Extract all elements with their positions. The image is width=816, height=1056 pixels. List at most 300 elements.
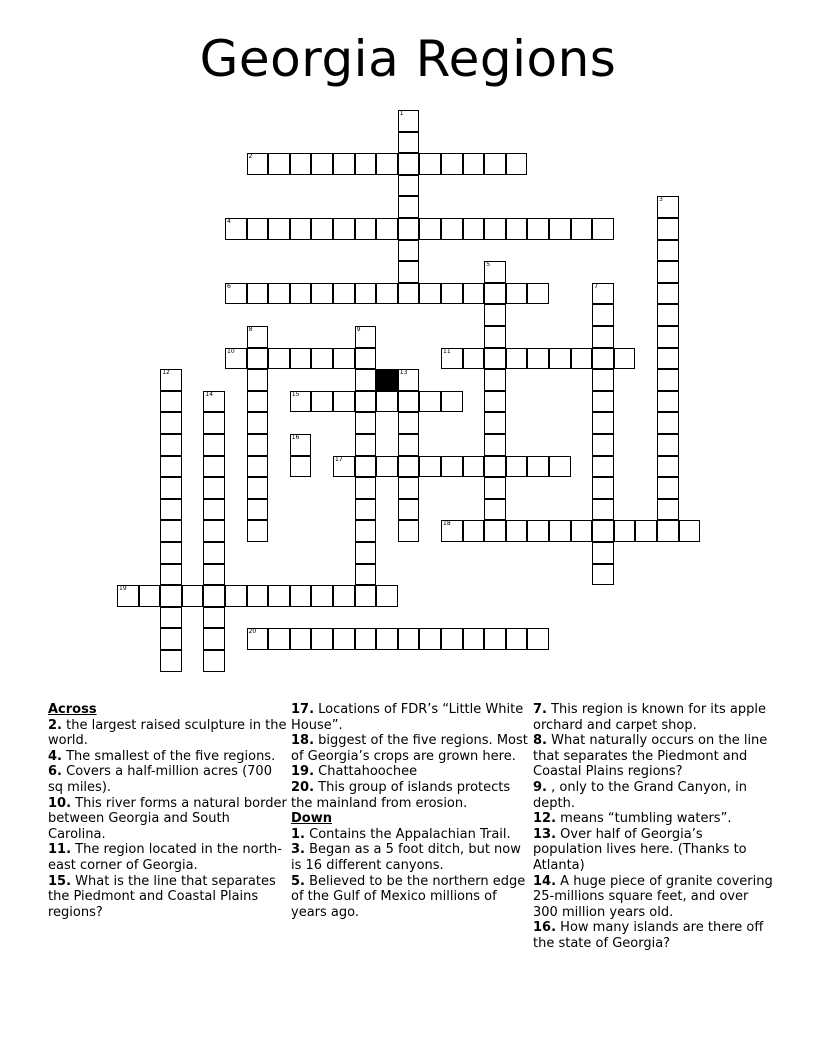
clue-number-label: 12. — [533, 811, 557, 827]
grid-cell[interactable] — [419, 283, 441, 305]
grid-cell[interactable] — [355, 585, 377, 607]
grid-cell[interactable] — [463, 628, 485, 650]
grid-cell[interactable] — [592, 412, 614, 434]
grid-cell[interactable] — [463, 218, 485, 240]
grid-cell[interactable] — [311, 153, 333, 175]
clue — [48, 796, 288, 843]
grid-cell[interactable] — [203, 412, 225, 434]
grid-cell[interactable] — [376, 391, 398, 413]
clue-text: biggest of the five regions. Most of Georgia’s crops are grown here. — [291, 733, 528, 764]
grid-cell[interactable] — [398, 456, 420, 478]
grid-cell[interactable] — [484, 218, 506, 240]
grid-cell[interactable] — [592, 542, 614, 564]
clue-text: The region located in the north-east corner of Georgia. — [48, 842, 282, 873]
grid-cell[interactable] — [160, 391, 182, 413]
grid-cell[interactable] — [333, 628, 355, 650]
grid-cell[interactable] — [484, 348, 506, 370]
grid-cell[interactable] — [657, 456, 679, 478]
grid-cell[interactable] — [506, 628, 528, 650]
grid-cell[interactable] — [484, 326, 506, 348]
grid-cell[interactable] — [355, 499, 377, 521]
grid-cell[interactable] — [139, 585, 161, 607]
grid-cell[interactable] — [484, 434, 506, 456]
grid-cell[interactable] — [398, 240, 420, 262]
section-header-down: Down — [291, 811, 332, 827]
grid-cell[interactable] — [657, 412, 679, 434]
grid-cell[interactable] — [311, 585, 333, 607]
clue-number: 4 — [227, 218, 231, 225]
clue-text: A huge piece of granite covering 25-millions square feet, and over 300 million years old. — [533, 873, 773, 920]
grid-cell[interactable] — [290, 585, 312, 607]
grid-cell[interactable] — [160, 434, 182, 456]
grid-cell[interactable] — [203, 585, 225, 607]
grid-cell[interactable] — [203, 564, 225, 586]
grid-cell[interactable] — [203, 650, 225, 672]
grid-cell[interactable] — [203, 520, 225, 542]
grid-cell[interactable] — [419, 218, 441, 240]
grid-cell[interactable] — [398, 261, 420, 283]
clue — [291, 842, 531, 873]
clue-number-label: 4. — [48, 748, 62, 764]
grid-cell[interactable] — [311, 283, 333, 305]
clue-number-label: 15. — [48, 873, 72, 889]
grid-cell[interactable] — [268, 218, 290, 240]
clue-number: 2 — [248, 153, 253, 161]
grid-cell[interactable] — [592, 391, 614, 413]
grid-cell[interactable] — [333, 283, 355, 305]
grid-cell[interactable] — [398, 477, 420, 499]
grid-cell[interactable] — [441, 391, 463, 413]
grid-cell[interactable] — [398, 132, 420, 154]
grid-cell[interactable] — [657, 499, 679, 521]
grid-cell[interactable] — [592, 218, 614, 240]
grid-cell[interactable] — [247, 348, 269, 370]
grid-cell[interactable] — [398, 628, 420, 650]
grid-cell[interactable] — [376, 153, 398, 175]
grid-cell[interactable] — [247, 499, 269, 521]
grid-cell[interactable] — [398, 434, 420, 456]
grid-cell[interactable] — [247, 326, 269, 348]
clue-number: 19 — [119, 585, 127, 593]
grid-cell[interactable] — [549, 456, 571, 478]
grid-cell[interactable] — [419, 456, 441, 478]
grid-cell[interactable] — [160, 628, 182, 650]
clue — [291, 874, 531, 921]
grid-cell[interactable] — [225, 218, 247, 240]
clue — [291, 780, 531, 811]
clue-number-label: 8. — [533, 733, 547, 749]
clue-number-label: 3. — [291, 842, 305, 858]
clue-number-label: 1. — [291, 826, 305, 842]
clue-number-label: 20. — [291, 779, 315, 795]
clue-text: This region is known for its apple orchard and carpet shop. — [533, 702, 767, 733]
clue-number: 1 — [399, 110, 404, 117]
grid-cell[interactable] — [247, 585, 269, 607]
grid-cell[interactable] — [441, 520, 463, 542]
grid-cell[interactable] — [247, 434, 269, 456]
clue-number: 9 — [356, 326, 361, 333]
clue-text: Began as a 5 foot ditch, but now is 16 different canyons. — [291, 842, 521, 873]
grid-cell[interactable] — [160, 369, 182, 391]
clue-number: 14 — [205, 390, 214, 398]
grid-cell[interactable] — [160, 499, 182, 521]
clue-number: 11 — [443, 347, 451, 355]
grid-cell[interactable] — [419, 391, 441, 413]
grid-cell[interactable] — [592, 564, 614, 586]
grid-cell[interactable] — [355, 348, 377, 370]
grid-cell[interactable] — [398, 196, 420, 218]
clue-number: 6 — [227, 282, 231, 290]
grid-cell[interactable] — [333, 348, 355, 370]
grid-cell[interactable] — [506, 456, 528, 478]
grid-cell[interactable] — [376, 628, 398, 650]
grid-cell[interactable] — [290, 283, 312, 305]
grid-cell[interactable] — [247, 520, 269, 542]
clue-number-label: 10. — [48, 795, 72, 811]
clue-column-3 — [533, 702, 773, 952]
clue — [533, 780, 773, 811]
grid-cell[interactable] — [484, 628, 506, 650]
grid-cell[interactable] — [160, 650, 182, 672]
grid-cell[interactable] — [160, 607, 182, 629]
grid-cell[interactable] — [398, 110, 420, 132]
grid-cell[interactable] — [203, 391, 225, 413]
grid-cell[interactable] — [376, 218, 398, 240]
grid-cell[interactable] — [592, 326, 614, 348]
grid-cell[interactable] — [247, 153, 269, 175]
clue — [291, 764, 531, 780]
grid-cell[interactable] — [333, 218, 355, 240]
grid-cell[interactable] — [247, 477, 269, 499]
grid-cell[interactable] — [484, 283, 506, 305]
grid-cell[interactable] — [484, 261, 506, 283]
grid-cell[interactable] — [506, 348, 528, 370]
grid-cell[interactable] — [203, 477, 225, 499]
grid-cell[interactable] — [419, 153, 441, 175]
grid-cell[interactable] — [311, 218, 333, 240]
grid-cell[interactable] — [376, 585, 398, 607]
grid-cell[interactable] — [484, 520, 506, 542]
grid-cell[interactable] — [657, 477, 679, 499]
grid-cell[interactable] — [398, 369, 420, 391]
grid-cell[interactable] — [484, 304, 506, 326]
grid-cell[interactable] — [571, 218, 593, 240]
grid-cell[interactable] — [398, 499, 420, 521]
grid-cell[interactable] — [527, 628, 549, 650]
page-title: Georgia Regions — [199, 30, 617, 88]
grid-cell[interactable] — [160, 456, 182, 478]
clue-text: The smallest of the five regions. — [61, 748, 276, 764]
grid-cell[interactable] — [657, 520, 679, 542]
clue-number-label: 18. — [291, 733, 315, 749]
grid-cell[interactable] — [290, 628, 312, 650]
clue-text: , only to the Grand Canyon, in depth. — [533, 779, 747, 811]
grid-cell[interactable] — [225, 283, 247, 305]
grid-cell[interactable] — [247, 218, 269, 240]
grid-cell[interactable] — [592, 456, 614, 478]
grid-cell[interactable] — [117, 585, 139, 607]
clue-number: 7 — [594, 282, 599, 290]
grid-cell[interactable] — [355, 628, 377, 650]
clue-number-label: 17. — [291, 702, 315, 717]
grid-cell[interactable] — [333, 153, 355, 175]
clue-number-label: 9. — [533, 779, 547, 795]
grid-cell[interactable] — [398, 218, 420, 240]
grid-cell[interactable] — [657, 261, 679, 283]
grid-cell[interactable] — [268, 153, 290, 175]
clue — [533, 874, 773, 921]
grid-cell[interactable] — [355, 391, 377, 413]
clue-number-label: 11. — [48, 842, 72, 858]
clue — [533, 811, 773, 827]
grid-cell[interactable] — [290, 434, 312, 456]
grid-cell[interactable] — [355, 218, 377, 240]
black-cell — [376, 369, 398, 391]
clue-text: This river forms a natural border between Georgia and South Carolina. — [48, 795, 287, 842]
grid-cell[interactable] — [657, 326, 679, 348]
grid-cell[interactable] — [203, 607, 225, 629]
grid-cell[interactable] — [398, 175, 420, 197]
grid-cell[interactable] — [290, 391, 312, 413]
clue-number: 16 — [291, 434, 300, 441]
grid-cell[interactable] — [506, 283, 528, 305]
grid-cell[interactable] — [592, 348, 614, 370]
grid-cell[interactable] — [398, 520, 420, 542]
grid-cell[interactable] — [247, 369, 269, 391]
grid-cell[interactable] — [592, 520, 614, 542]
clue — [291, 827, 531, 843]
clue-number: 18 — [443, 520, 451, 528]
clue-number-label: 13. — [533, 826, 557, 842]
clue — [291, 702, 531, 733]
clue-number: 3 — [659, 196, 663, 204]
grid-cell[interactable] — [657, 348, 679, 370]
grid-cell[interactable] — [527, 520, 549, 542]
grid-cell[interactable] — [463, 456, 485, 478]
grid-cell[interactable] — [398, 283, 420, 305]
grid-cell[interactable] — [355, 283, 377, 305]
grid-cell[interactable] — [247, 628, 269, 650]
grid-cell[interactable] — [506, 520, 528, 542]
grid-cell[interactable] — [160, 412, 182, 434]
grid-cell[interactable] — [355, 434, 377, 456]
clue-column-2 — [291, 702, 531, 920]
grid-cell[interactable] — [592, 499, 614, 521]
grid-cell[interactable] — [203, 542, 225, 564]
grid-cell[interactable] — [527, 456, 549, 478]
grid-cell[interactable] — [160, 585, 182, 607]
grid-cell[interactable] — [592, 304, 614, 326]
clue-number: 10 — [227, 347, 235, 355]
grid-cell[interactable] — [549, 218, 571, 240]
grid-cell[interactable] — [398, 391, 420, 413]
grid-cell[interactable] — [333, 391, 355, 413]
grid-cell[interactable] — [225, 348, 247, 370]
grid-cell[interactable] — [247, 283, 269, 305]
grid-cell[interactable] — [182, 585, 204, 607]
grid-cell[interactable] — [484, 369, 506, 391]
grid-cell[interactable] — [592, 283, 614, 305]
grid-cell[interactable] — [355, 564, 377, 586]
clue-number-label: 5. — [291, 873, 305, 889]
clue-number-label: 16. — [533, 920, 557, 936]
grid-cell[interactable] — [657, 391, 679, 413]
grid-cell[interactable] — [203, 499, 225, 521]
grid-cell[interactable] — [484, 391, 506, 413]
grid-cell[interactable] — [657, 434, 679, 456]
clue-number: 17 — [335, 455, 343, 463]
clue-number-label: 6. — [48, 764, 62, 780]
clue-text: This group of islands protects the mainland from erosion. — [291, 779, 511, 811]
grid-cell[interactable] — [571, 348, 593, 370]
grid-cell[interactable] — [463, 520, 485, 542]
grid-cell[interactable] — [441, 348, 463, 370]
grid-cell[interactable] — [484, 412, 506, 434]
clue — [48, 842, 288, 873]
grid-cell[interactable] — [290, 218, 312, 240]
grid-cell[interactable] — [247, 412, 269, 434]
clue-number-label: 7. — [533, 702, 547, 717]
grid-cell[interactable] — [463, 153, 485, 175]
grid-cell[interactable] — [441, 218, 463, 240]
grid-cell[interactable] — [657, 196, 679, 218]
grid-cell[interactable] — [268, 283, 290, 305]
grid-cell[interactable] — [527, 348, 549, 370]
grid-cell[interactable] — [657, 240, 679, 262]
grid-cell[interactable] — [268, 628, 290, 650]
grid-cell[interactable] — [419, 628, 441, 650]
grid-cell[interactable] — [484, 456, 506, 478]
grid-cell[interactable] — [290, 456, 312, 478]
grid-cell[interactable] — [203, 434, 225, 456]
grid-cell[interactable] — [506, 153, 528, 175]
grid-cell[interactable] — [247, 456, 269, 478]
grid-cell[interactable] — [355, 412, 377, 434]
grid-cell[interactable] — [376, 456, 398, 478]
clue-column-1 — [48, 702, 288, 920]
grid-cell[interactable] — [268, 348, 290, 370]
grid-cell[interactable] — [463, 283, 485, 305]
clue — [533, 702, 773, 733]
grid-cell[interactable] — [657, 304, 679, 326]
grid-cell[interactable] — [333, 585, 355, 607]
grid-cell[interactable] — [355, 369, 377, 391]
grid-cell[interactable] — [203, 456, 225, 478]
grid-cell[interactable] — [311, 391, 333, 413]
clue — [48, 749, 288, 765]
clue-number: 8 — [248, 326, 253, 333]
clue-text: means “tumbling waters”. — [556, 811, 732, 827]
clue-number: 20 — [248, 628, 257, 636]
grid-cell[interactable] — [549, 520, 571, 542]
grid-cell[interactable] — [203, 628, 225, 650]
clue-text: Locations of FDR’s “Little White House”. — [291, 702, 524, 733]
grid-cell[interactable] — [160, 542, 182, 564]
clue-text: Covers a half-million acres (700 sq miles). — [48, 764, 272, 795]
clue-number-label: 14. — [533, 873, 557, 889]
clue-text: Chattahoochee — [314, 764, 418, 780]
grid-cell[interactable] — [549, 348, 571, 370]
grid-cell[interactable] — [355, 542, 377, 564]
grid-cell[interactable] — [592, 434, 614, 456]
clue — [533, 920, 773, 951]
grid-cell[interactable] — [160, 477, 182, 499]
clue — [533, 733, 773, 780]
grid-cell[interactable] — [333, 456, 355, 478]
clue-number: 13 — [399, 369, 408, 377]
grid-cell[interactable] — [441, 153, 463, 175]
clue — [48, 874, 288, 921]
grid-cell[interactable] — [268, 585, 290, 607]
clue-text: What is the line that separates the Piedmont and Coastal Plains regions? — [48, 873, 276, 920]
clue-text: What naturally occurs on the line that separates the Piedmont and Coastal Plains regions? — [533, 733, 768, 780]
grid-cell[interactable] — [657, 369, 679, 391]
clue-text: Believed to be the northern edge of the Gulf of Mexico millions of years ago. — [291, 873, 526, 920]
grid-cell[interactable] — [484, 153, 506, 175]
grid-cell[interactable] — [355, 153, 377, 175]
clue — [533, 827, 773, 874]
grid-cell[interactable] — [571, 520, 593, 542]
grid-cell[interactable] — [484, 499, 506, 521]
grid-cell[interactable] — [355, 326, 377, 348]
grid-cell[interactable] — [311, 348, 333, 370]
clue — [48, 764, 288, 795]
clue-text: the largest raised sculpture in the world. — [48, 717, 287, 749]
clue-number: 12 — [162, 369, 170, 377]
grid-cell[interactable] — [355, 520, 377, 542]
clue-number-label: 2. — [48, 717, 62, 733]
grid-cell[interactable] — [160, 520, 182, 542]
grid-cell[interactable] — [160, 564, 182, 586]
grid-cell[interactable] — [290, 153, 312, 175]
grid-cell[interactable] — [355, 477, 377, 499]
clue-number: 5 — [486, 261, 491, 269]
grid-cell[interactable] — [441, 628, 463, 650]
grid-cell[interactable] — [614, 520, 636, 542]
clue — [291, 733, 531, 764]
grid-cell[interactable] — [398, 412, 420, 434]
grid-cell[interactable] — [441, 283, 463, 305]
grid-cell[interactable] — [657, 218, 679, 240]
grid-cell[interactable] — [398, 153, 420, 175]
grid-cell[interactable] — [376, 283, 398, 305]
grid-cell[interactable] — [657, 283, 679, 305]
grid-cell[interactable] — [441, 456, 463, 478]
grid-cell[interactable] — [592, 477, 614, 499]
clue — [48, 718, 288, 749]
clue-text: Over half of Georgia’s population lives here. (Thanks to Atlanta) — [533, 826, 747, 873]
grid-cell[interactable] — [527, 218, 549, 240]
grid-cell[interactable] — [290, 348, 312, 370]
clue-text: Contains the Appalachian Trail. — [304, 826, 511, 842]
clue-number-label: 19. — [291, 764, 315, 780]
grid-cell[interactable] — [614, 348, 636, 370]
grid-cell[interactable] — [463, 348, 485, 370]
grid-cell[interactable] — [311, 628, 333, 650]
clue-text: How many islands are there off the state of Georgia? — [533, 920, 764, 951]
grid-cell[interactable] — [527, 283, 549, 305]
grid-cell[interactable] — [355, 456, 377, 478]
section-header-across: Across — [48, 702, 97, 717]
grid-cell[interactable] — [506, 218, 528, 240]
grid-cell[interactable] — [247, 391, 269, 413]
grid-cell[interactable] — [225, 585, 247, 607]
grid-cell[interactable] — [679, 520, 701, 542]
grid-cell[interactable] — [635, 520, 657, 542]
grid-cell[interactable] — [592, 369, 614, 391]
clue-number: 15 — [291, 390, 300, 398]
grid-cell[interactable] — [484, 477, 506, 499]
